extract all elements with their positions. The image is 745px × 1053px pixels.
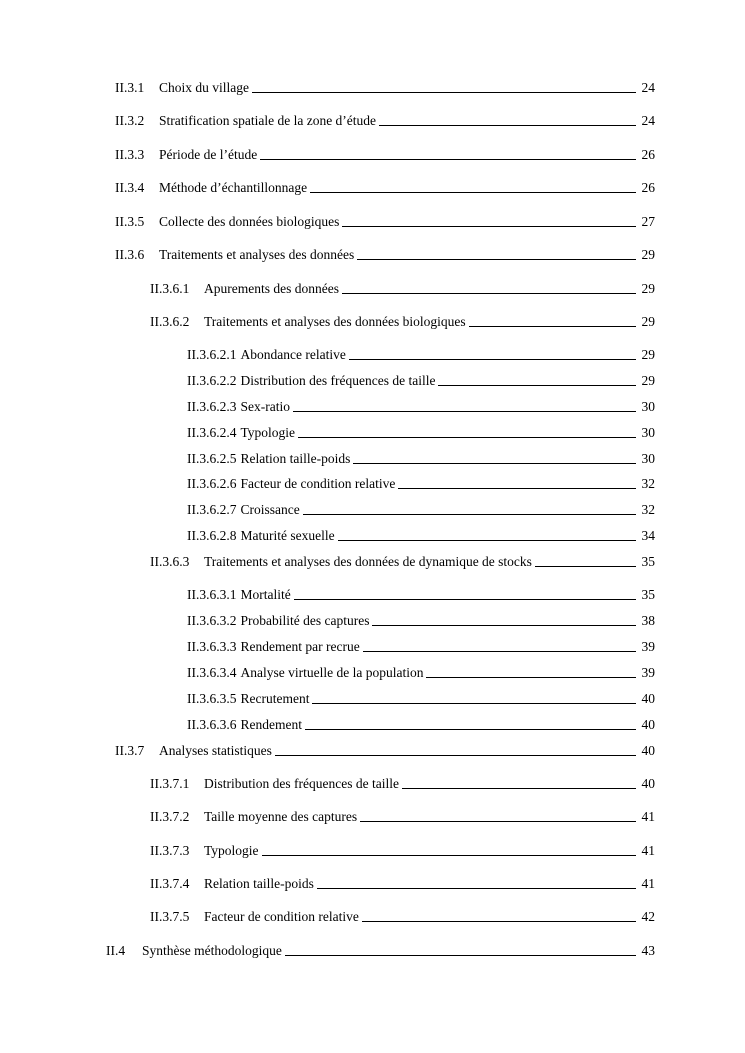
toc-entry-title: Apurements des données [204, 281, 339, 296]
toc-entry-title: Analyse virtuelle de la population [240, 665, 424, 680]
toc-entry-title: Mortalité [240, 587, 291, 602]
toc-entry-number: II.3.6.3.6 [187, 717, 237, 732]
toc-entry-title: Probabilité des captures [240, 613, 370, 628]
toc-entry-number: II.3.6 [115, 247, 145, 262]
toc-entry[interactable] [150, 774, 655, 792]
toc-leader-line [349, 359, 636, 360]
toc-leader-line [360, 821, 636, 822]
toc-entry-number: II.3.6.3.4 [187, 665, 237, 680]
toc-entry-page: 41 [641, 809, 655, 824]
toc-entry-number: II.3.7.1 [150, 776, 190, 791]
toc-entry-page: 32 [641, 476, 655, 491]
toc-entry-title: Taille moyenne des captures [204, 809, 358, 824]
toc-entry-page: 38 [641, 613, 655, 628]
toc-leader-line [379, 125, 636, 126]
toc-leader-line [294, 599, 636, 600]
toc-entry[interactable] [115, 178, 655, 196]
toc-entry[interactable] [115, 145, 655, 163]
toc-entry-title: Rendement par recrue [240, 639, 360, 654]
toc-entry[interactable] [187, 611, 655, 629]
toc-entry-number: II.3.2 [115, 113, 145, 128]
toc-entry-page: 26 [641, 180, 655, 195]
toc-entry[interactable] [150, 841, 655, 859]
toc-entry-page: 27 [641, 214, 655, 229]
toc-entry[interactable] [187, 500, 655, 518]
toc-leader-line [469, 326, 636, 327]
toc-leader-line [438, 385, 636, 386]
toc-entry-title: Relation taille-poids [240, 451, 351, 466]
toc-entry-number: II.3.6.3.3 [187, 639, 237, 654]
toc-entry-number: II.3.6.2.6 [187, 476, 237, 491]
toc-entry-number: II.3.3 [115, 147, 145, 162]
toc-entry-page: 39 [641, 639, 655, 654]
toc-entry[interactable] [187, 663, 655, 681]
toc-entry-number: II.3.7 [115, 743, 145, 758]
toc-entry[interactable] [187, 423, 655, 441]
toc-entry[interactable] [187, 345, 655, 363]
toc-entry-number: II.3.4 [115, 180, 145, 195]
toc-entry-page: 43 [641, 943, 655, 958]
toc-entry-page: 29 [641, 373, 655, 388]
toc-entry-page: 29 [641, 314, 655, 329]
toc-entry-page: 32 [641, 502, 655, 517]
toc-entry-page: 30 [641, 399, 655, 414]
toc-entry[interactable] [150, 874, 655, 892]
toc-leader-line [252, 92, 636, 93]
toc-entry[interactable] [150, 279, 655, 297]
toc-entry-number: II.3.6.2.7 [187, 502, 237, 517]
toc-entry-title: Traitements et analyses des données [159, 247, 355, 262]
toc-entry-page: 29 [641, 247, 655, 262]
toc-entry-title: Abondance relative [240, 347, 346, 362]
toc-leader-line [372, 625, 636, 626]
toc-entry-page: 41 [641, 843, 655, 858]
toc-leader-line [285, 955, 636, 956]
toc-entry-title: Facteur de condition relative [240, 476, 396, 491]
toc-entry-title: Traitements et analyses des données de dynamique de stocks [204, 554, 532, 569]
toc-entry[interactable] [115, 741, 655, 759]
toc-entry-title: Sex-ratio [240, 399, 290, 414]
toc-entry-page: 29 [641, 281, 655, 296]
toc-leader-line [535, 566, 636, 567]
toc-entry-title: Choix du village [159, 80, 249, 95]
toc-entry-number: II.3.7.3 [150, 843, 190, 858]
toc-entry[interactable] [187, 526, 655, 544]
toc-entry[interactable] [187, 637, 655, 655]
toc-entry[interactable] [187, 449, 655, 467]
toc-entry-title: Maturité sexuelle [240, 528, 335, 543]
toc-entry[interactable] [115, 111, 655, 129]
toc-leader-line [353, 463, 636, 464]
toc-entry-number: II.3.7.2 [150, 809, 190, 824]
toc-entry-title: Collecte des données biologiques [159, 214, 340, 229]
toc-leader-line [362, 921, 636, 922]
toc-leader-line [260, 159, 636, 160]
toc-entry-title: Relation taille-poids [204, 876, 314, 891]
toc-entry-number: II.3.6.2.8 [187, 528, 237, 543]
toc-entry-title: Traitements et analyses des données biologiques [204, 314, 466, 329]
toc-entry-page: 40 [641, 743, 655, 758]
toc-entry-number: II.3.6.3.5 [187, 691, 237, 706]
toc-entry-title: Typologie [240, 425, 296, 440]
toc-entry-number: II.3.6.2 [150, 314, 190, 329]
toc-entry[interactable] [150, 552, 655, 570]
toc-entry-number: II.3.6.1 [150, 281, 190, 296]
toc-leader-line [342, 293, 636, 294]
toc-entry[interactable] [187, 689, 655, 707]
toc-entry-number: II.3.6.3 [150, 554, 190, 569]
toc-entry-number: II.3.5 [115, 214, 145, 229]
toc-entry[interactable] [150, 907, 655, 925]
toc-entry-title: Stratification spatiale de la zone d’étude [159, 113, 377, 128]
toc-entry-number: II.3.6.2.5 [187, 451, 237, 466]
toc-entry-number: II.3.6.2.1 [187, 347, 237, 362]
toc-leader-line [342, 226, 636, 227]
toc-entry-title: Analyses statistiques [159, 743, 272, 758]
toc-entry-number: II.3.7.5 [150, 909, 190, 924]
toc-entry-title: Croissance [240, 502, 300, 517]
toc-entry-title: Période de l’étude [159, 147, 258, 162]
toc-entry-page: 41 [641, 876, 655, 891]
toc-entry[interactable] [187, 371, 655, 389]
toc-entry-page: 24 [641, 80, 655, 95]
toc-leader-line [310, 192, 636, 193]
toc-entry-number: II.3.6.3.2 [187, 613, 237, 628]
toc-leader-line [305, 729, 636, 730]
toc-entry-title: Rendement [240, 717, 302, 732]
toc-entry[interactable] [187, 715, 655, 733]
toc-entry-number: II.3.6.3.1 [187, 587, 237, 602]
toc-entry[interactable] [150, 807, 655, 825]
toc-entry-page: 30 [641, 425, 655, 440]
toc-entry-number: II.3.6.2.4 [187, 425, 237, 440]
toc-leader-line [398, 488, 636, 489]
toc-leader-line [303, 514, 636, 515]
toc-entry-title: Méthode d’échantillonnage [159, 180, 308, 195]
toc-entry-page: 29 [641, 347, 655, 362]
toc-leader-line [402, 788, 636, 789]
toc-leader-line [312, 703, 636, 704]
toc-entry-page: 42 [641, 909, 655, 924]
toc-entry-page: 40 [641, 776, 655, 791]
toc-entry-number: II.4 [106, 943, 126, 958]
toc-entry-title: Facteur de condition relative [204, 909, 359, 924]
toc-entry[interactable] [115, 245, 655, 263]
toc-entry[interactable] [187, 585, 655, 603]
toc-entry-title: Synthèse méthodologique [142, 943, 282, 958]
toc-entry-title: Recrutement [240, 691, 310, 706]
toc-entry[interactable] [115, 78, 655, 96]
toc-entry-number: II.3.6.2.3 [187, 399, 237, 414]
toc-leader-line [262, 855, 636, 856]
toc-entry[interactable] [150, 312, 655, 330]
toc-leader-line [338, 540, 636, 541]
toc-entry-title: Distribution des fréquences de taille [240, 373, 436, 388]
toc-entry-page: 34 [641, 528, 655, 543]
toc-leader-line [426, 677, 636, 678]
toc-entry[interactable] [106, 941, 655, 959]
toc-entry-page: 40 [641, 717, 655, 732]
toc-entry[interactable] [187, 474, 655, 492]
toc-entry-title: Typologie [204, 843, 259, 858]
toc-entry-page: 40 [641, 691, 655, 706]
toc-entry-page: 26 [641, 147, 655, 162]
toc-entry-page: 39 [641, 665, 655, 680]
toc-entry[interactable] [115, 212, 655, 230]
toc-entry-page: 30 [641, 451, 655, 466]
toc-entry-page: 24 [641, 113, 655, 128]
toc-leader-line [298, 437, 636, 438]
toc-entry-number: II.3.1 [115, 80, 145, 95]
toc-entry-number: II.3.6.2.2 [187, 373, 237, 388]
toc-leader-line [357, 259, 636, 260]
toc-entry-page: 35 [641, 554, 655, 569]
toc-leader-line [363, 651, 636, 652]
toc-entry-title: Distribution des fréquences de taille [204, 776, 399, 791]
toc-entry[interactable] [187, 397, 655, 415]
toc-leader-line [293, 411, 636, 412]
toc-entry-number: II.3.7.4 [150, 876, 190, 891]
toc-leader-line [317, 888, 636, 889]
toc-entry-page: 35 [641, 587, 655, 602]
toc-leader-line [275, 755, 636, 756]
